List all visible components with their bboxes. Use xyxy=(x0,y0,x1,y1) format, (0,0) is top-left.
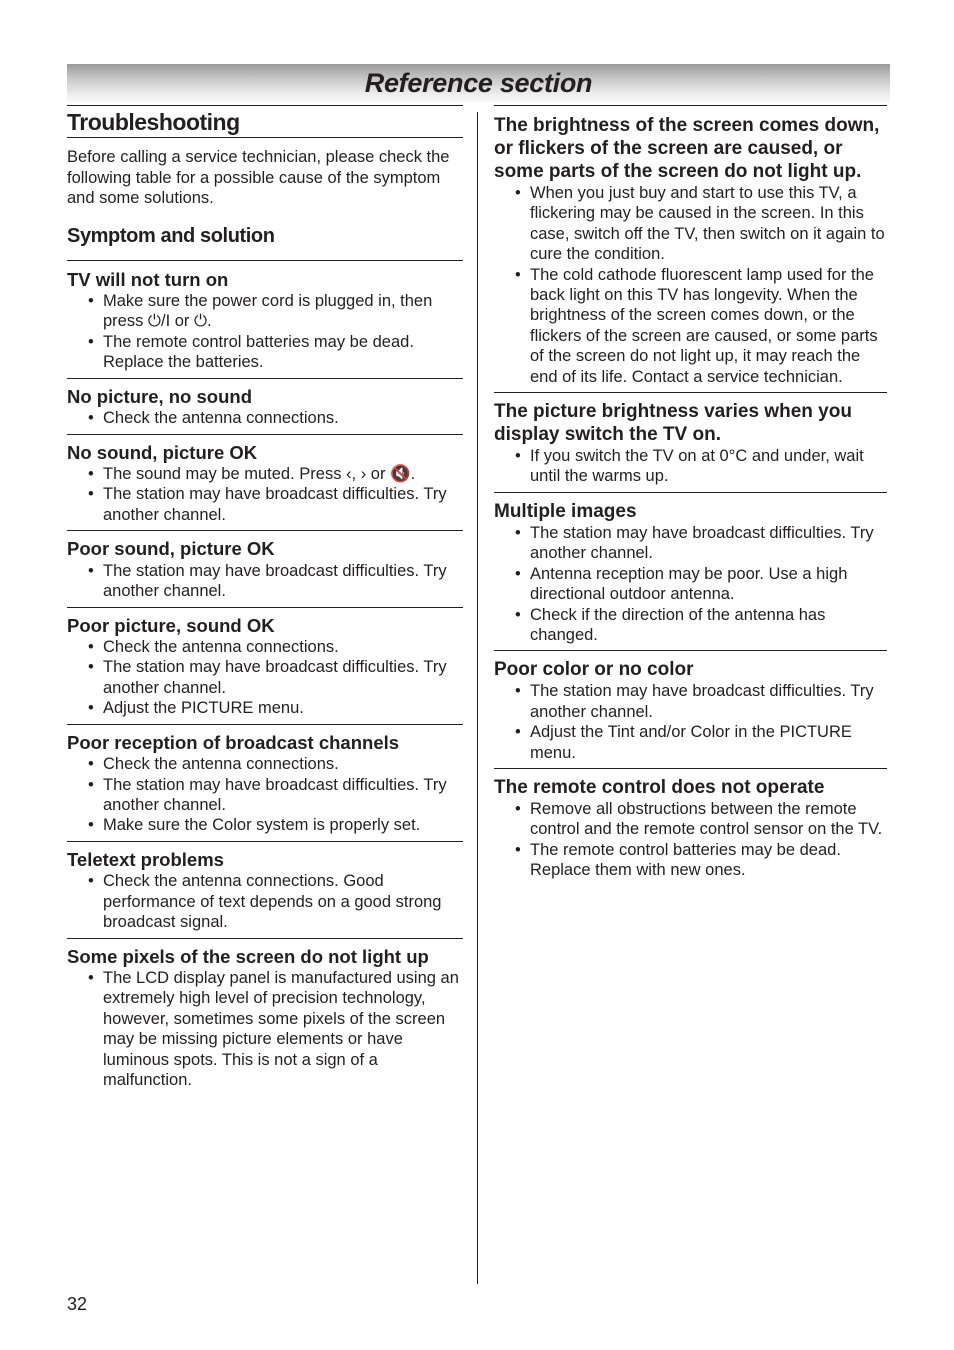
symptom-title: Teletext problems xyxy=(67,848,224,870)
solution-item: • Check the antenna connections. xyxy=(67,754,463,774)
left-column xyxy=(67,105,463,1095)
symptom-section xyxy=(67,531,463,607)
symptom-section xyxy=(494,493,887,651)
symptom-title: The picture brightness varies when you display switch the TV on. xyxy=(494,401,852,446)
solution-item: • The sound may be muted. Press ‹, › or 🔇. xyxy=(67,464,463,484)
symptom-title: Poor picture, sound OK xyxy=(67,614,275,636)
solution-item: • Check the antenna connections. xyxy=(67,637,463,657)
solution-item: • If you switch the TV on at 0°C and under, wait until the warms up. xyxy=(494,446,887,487)
symptom-title: Poor color or no color xyxy=(494,659,694,681)
solution-item: • Adjust the PICTURE menu. xyxy=(67,698,463,718)
solution-item: • The remote control batteries may be dead. Replace the batteries. xyxy=(67,332,463,373)
symptom-section xyxy=(494,393,887,493)
symptom-title: TV will not turn on xyxy=(67,268,229,290)
solution-item: • The cold cathode fluorescent lamp used for the back light on this TV has longevity. When the brightness of the screen comes down, or the flickers of the screen are caused, or some parts of the screen do not light up, it may reach the end of its life. Contact a service technician. xyxy=(494,265,887,387)
solution-item: • The station may have broadcast difficulties. Try another channel. xyxy=(494,681,887,722)
column-divider xyxy=(477,112,478,1284)
symptom-title: Multiple images xyxy=(494,500,637,522)
symptom-section xyxy=(67,842,463,939)
symptom-section xyxy=(67,435,463,532)
symptom-title: The remote control does not operate xyxy=(494,776,825,798)
solution-item: • The station may have broadcast difficulties. Try another channel. xyxy=(67,775,463,816)
page-heading: Troubleshooting xyxy=(67,105,463,138)
page-number: 32 xyxy=(67,1294,88,1314)
symptom-section xyxy=(494,105,887,393)
symptom-section xyxy=(67,261,463,379)
solution-item: • The station may have broadcast difficulties. Try another channel. xyxy=(67,484,463,525)
symptom-section xyxy=(67,939,463,1096)
subheading: Symptom and solution xyxy=(67,225,463,261)
solution-item: • Make sure the power cord is plugged in, then press ⏻/I or ⏻. xyxy=(67,291,463,332)
banner-title: Reference section xyxy=(364,68,593,98)
symptom-title: Some pixels of the screen do not light up xyxy=(67,945,429,967)
symptom-title: No sound, picture OK xyxy=(67,441,258,463)
symptom-title: Poor sound, picture OK xyxy=(67,538,275,560)
solution-item: • Check the antenna connections. Good performance of text depends on a good strong broadcast signal. xyxy=(67,871,463,932)
symptom-section xyxy=(494,769,887,886)
solution-item: • Antenna reception may be poor. Use a high directional outdoor antenna. xyxy=(494,564,887,605)
solution-item: • Make sure the Color system is properly set. xyxy=(67,815,463,835)
solution-item: • Remove all obstructions between the remote control and the remote control sensor on the TV. xyxy=(494,799,887,840)
solution-item: • Check if the direction of the antenna has changed. xyxy=(494,605,887,646)
intro-paragraph: Before calling a service technician, please check the following table for a possible cause of the symptom and some solutions. xyxy=(67,148,450,207)
symptom-section xyxy=(67,608,463,725)
solution-item: • The station may have broadcast difficulties. Try another channel. xyxy=(67,657,463,698)
symptom-title: Poor reception of broadcast channels xyxy=(67,731,400,753)
solution-item: • Check the antenna connections. xyxy=(67,408,463,428)
symptom-section xyxy=(494,651,887,769)
solution-item: • When you just buy and start to use this TV, a flickering may be caused in the screen. In this case, switch off the TV, then switch on it again to cure the condition. xyxy=(494,183,887,265)
solution-item: • The remote control batteries may be dead. Replace them with new ones. xyxy=(494,840,887,881)
symptom-title: The brightness of the screen comes down, or flickers of the screen are caused, or some parts of the screen do not light up. xyxy=(494,115,880,182)
symptom-section xyxy=(67,379,463,435)
solution-item: • The station may have broadcast difficulties. Try another channel. xyxy=(67,561,463,602)
solution-item: • The station may have broadcast difficulties. Try another channel. xyxy=(494,523,887,564)
symptom-title: No picture, no sound xyxy=(67,385,252,407)
right-column xyxy=(494,105,887,886)
symptom-section xyxy=(67,725,463,842)
section-banner xyxy=(67,64,890,102)
solution-item: • The LCD display panel is manufactured using an extremely high level of precision technology, however, sometimes some pixels of the screen may be missing picture elements or have luminous spots. This is not a sign of a malfunction. xyxy=(67,968,463,1090)
solution-item: • Adjust the Tint and/or Color in the PICTURE menu. xyxy=(494,722,887,763)
